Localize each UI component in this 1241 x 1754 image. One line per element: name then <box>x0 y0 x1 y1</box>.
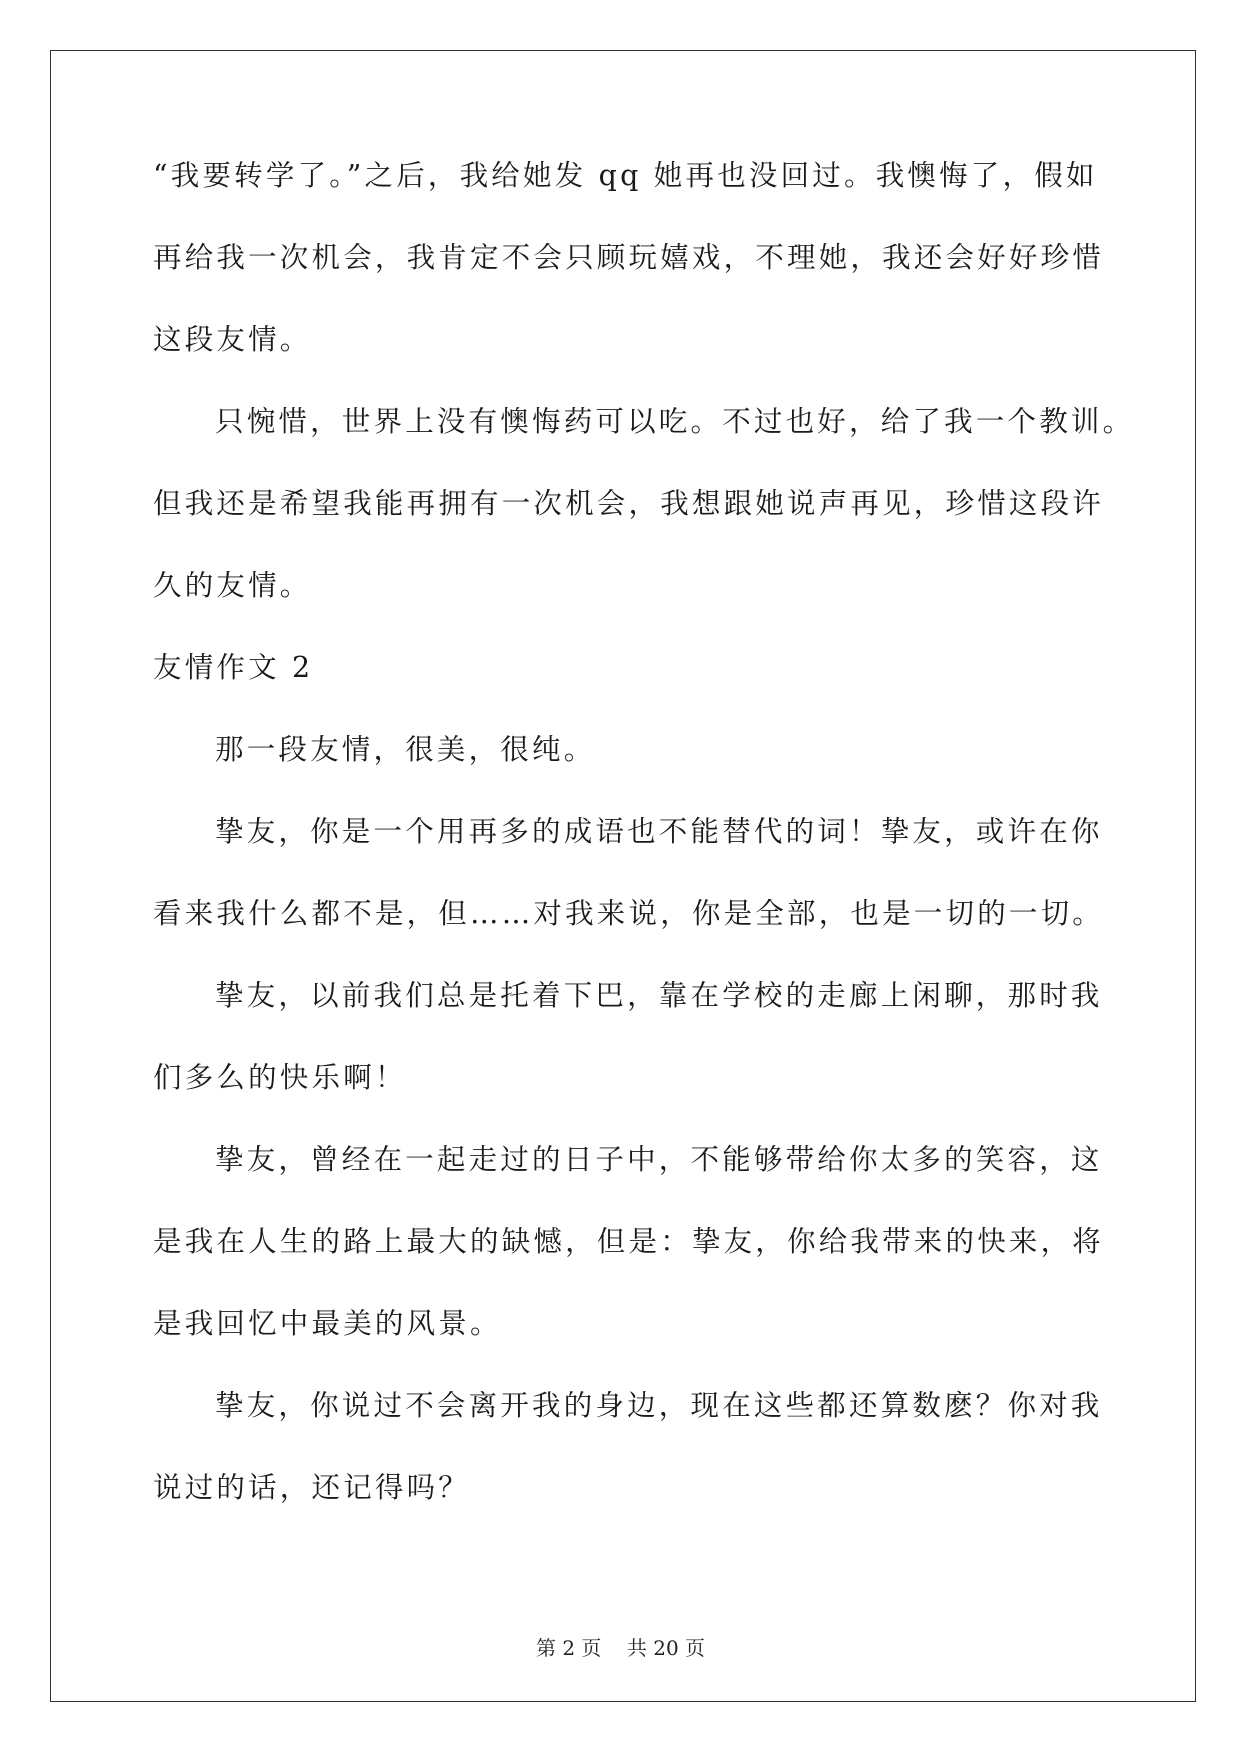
total-pages-label: 共 20 页 <box>626 1636 706 1660</box>
document-body <box>153 159 1135 1554</box>
text-line-16: 挚友，你说过不会离开我的身边，现在这些都还算数麽？你对我 <box>215 1389 1103 1422</box>
footer-spacer <box>601 1636 626 1660</box>
text-line-17: 说过的话，还记得吗？ <box>153 1471 471 1504</box>
text-line-5: 但我还是希望我能再拥有一次机会，我想跟她说声再见，珍惜这段许 <box>153 487 1105 520</box>
text-line-6: 久的友情。 <box>153 569 312 602</box>
page-footer <box>0 1632 1241 1661</box>
text-line-3: 这段友情。 <box>153 323 312 356</box>
text-line-13: 挚友，曾经在一起走过的日子中，不能够带给你太多的笑容，这 <box>215 1143 1103 1176</box>
text-line-11: 挚友，以前我们总是托着下巴，靠在学校的走廊上闲聊，那时我 <box>215 979 1103 1012</box>
text-line-10: 看来我什么都不是，但……对我来说，你是全部，也是一切的一切。 <box>153 897 1105 930</box>
text-line-14: 是我在人生的路上最大的缺憾，但是：挚友，你给我带来的快来，将 <box>153 1225 1105 1258</box>
text-line-9: 挚友，你是一个用再多的成语也不能替代的词！挚友，或许在你 <box>215 815 1103 848</box>
text-line-4: 只惋惜，世界上没有懊悔药可以吃。不过也好，给了我一个教训。 <box>215 405 1135 438</box>
text-line-12: 们多么的快乐啊！ <box>153 1061 407 1094</box>
text-line-2: 再给我一次机会，我肯定不会只顾玩嬉戏，不理她，我还会好好珍惜 <box>153 241 1105 274</box>
current-page-label: 第 2 页 <box>535 1636 602 1660</box>
text-line-15: 是我回忆中最美的风景。 <box>153 1307 502 1340</box>
text-line-8: 那一段友情，很美，很纯。 <box>215 733 596 766</box>
section-heading: 友情作文 2 <box>153 651 314 684</box>
text-line-1: “我要转学了。”之后，我给她发 qq 她再也没回过。我懊悔了，假如 <box>153 159 1098 192</box>
